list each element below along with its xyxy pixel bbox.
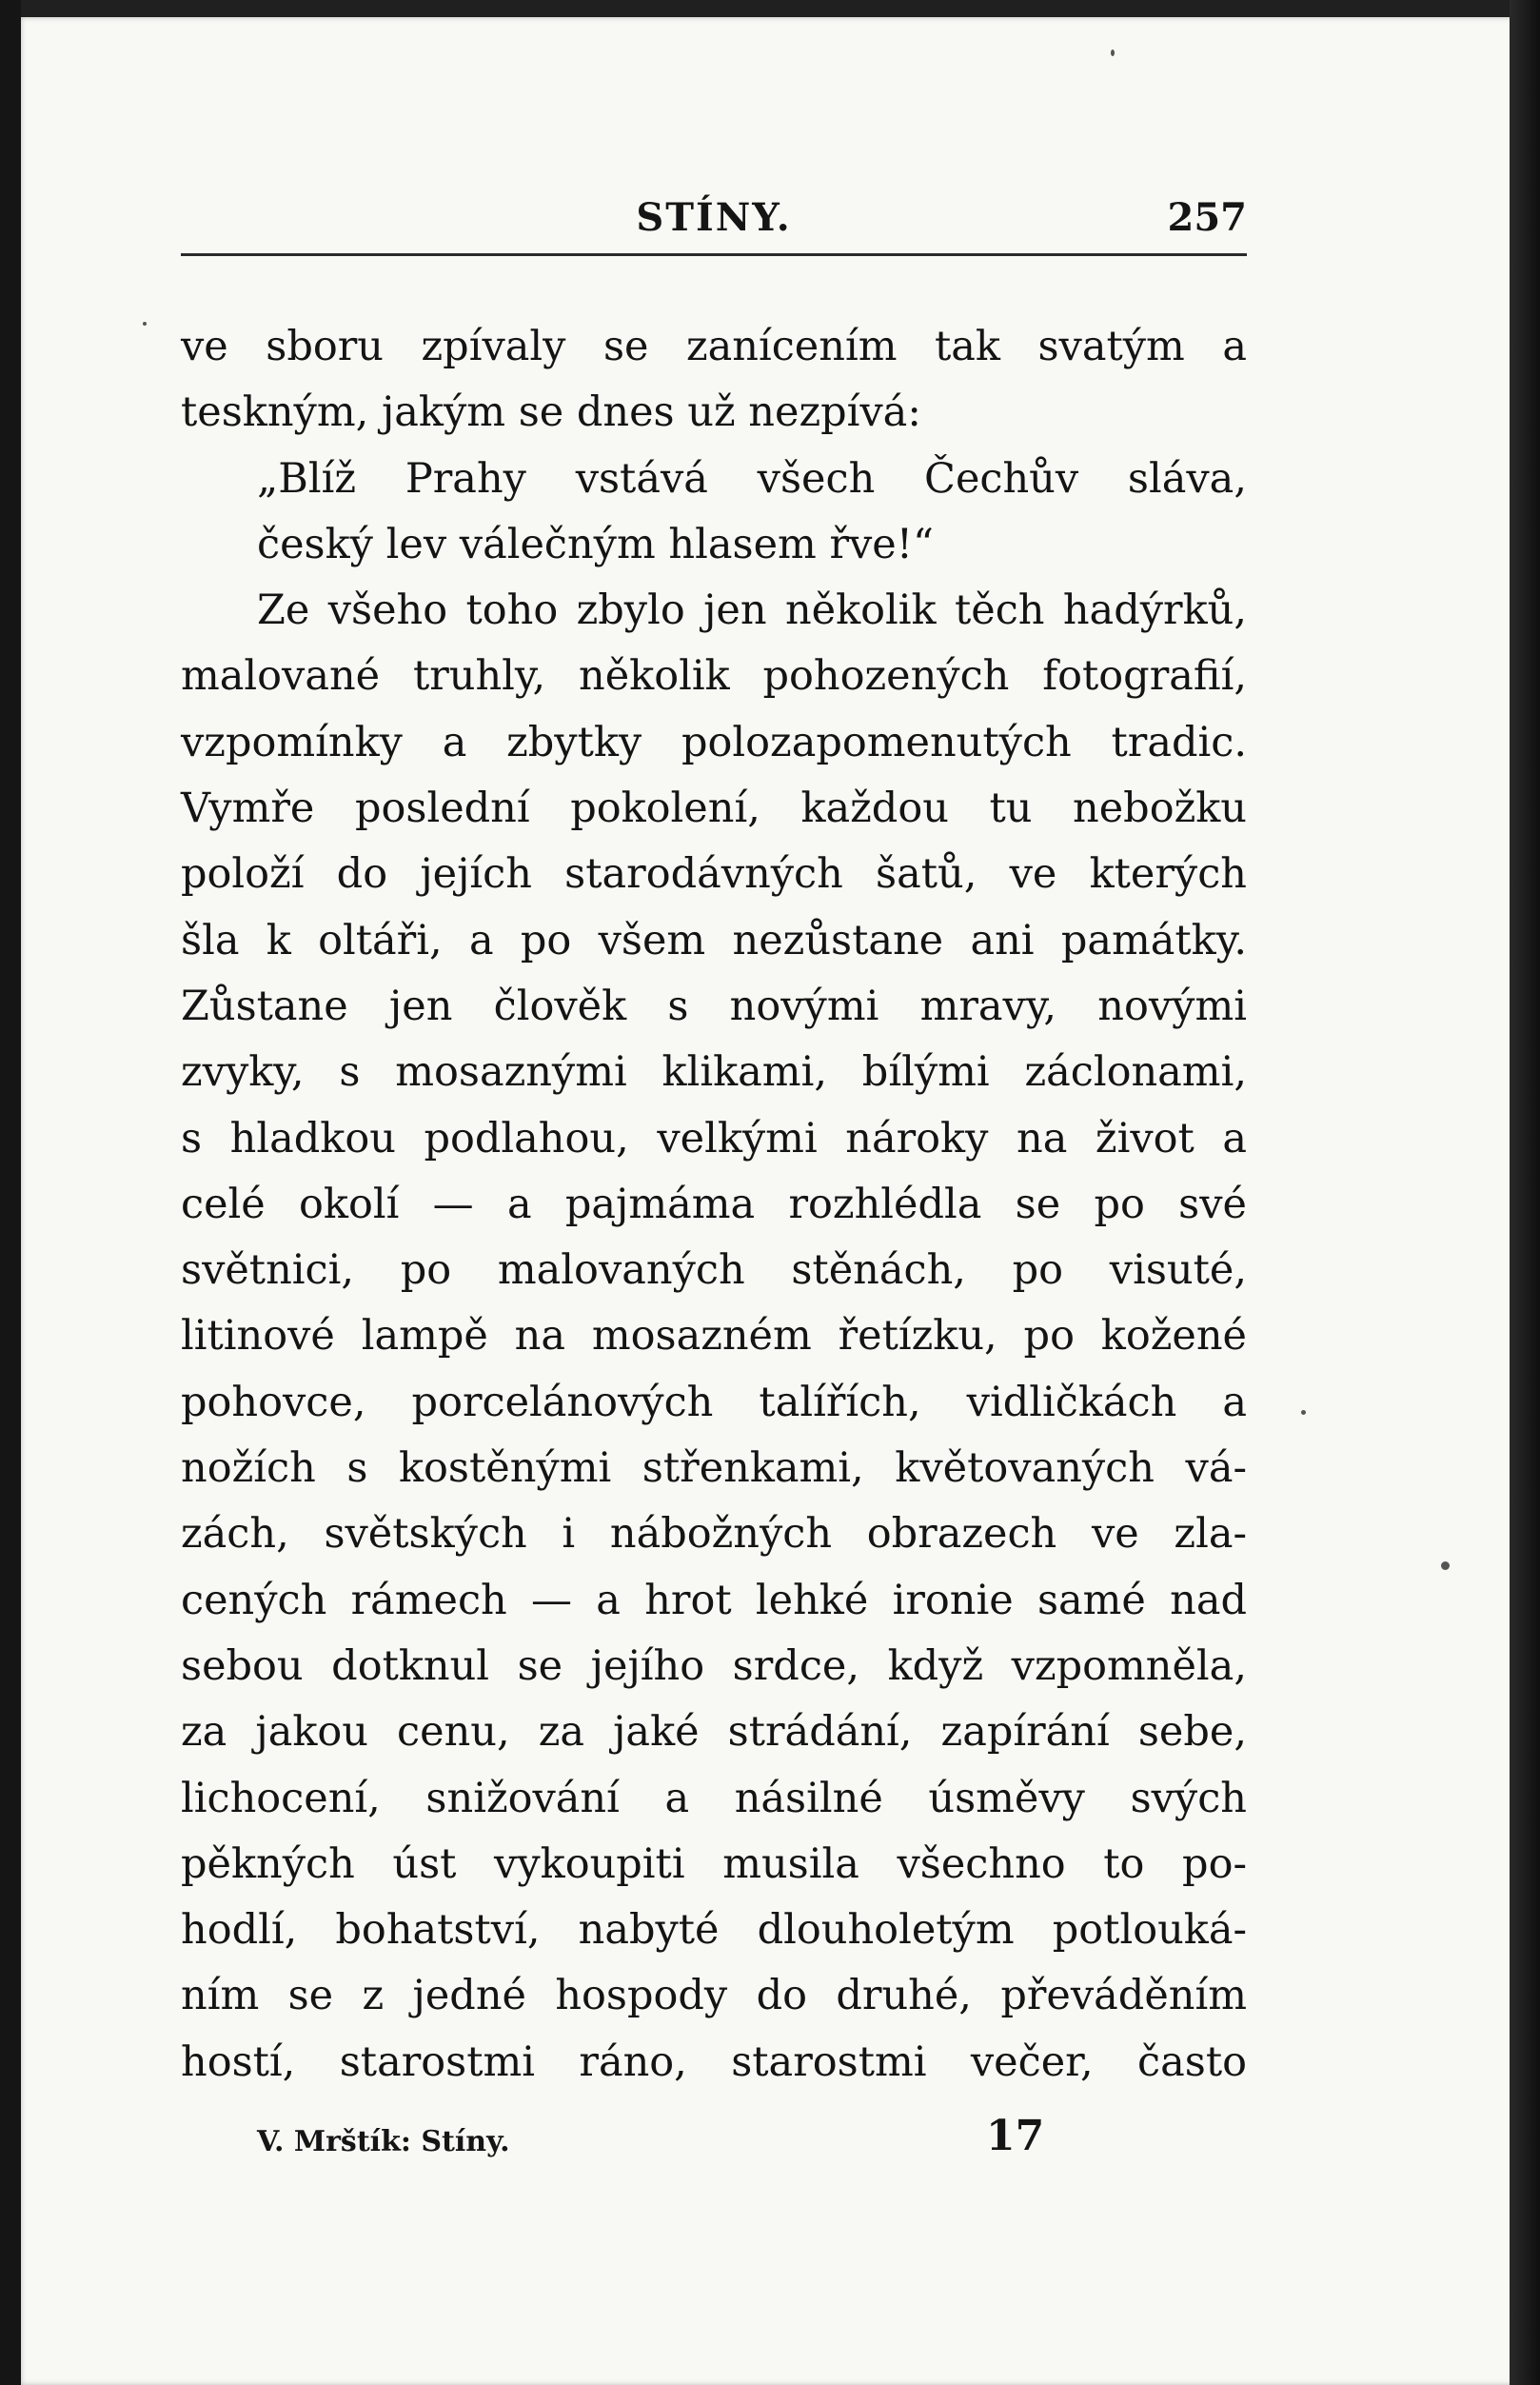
print-speck [1441, 1561, 1450, 1570]
body-text [181, 314, 1247, 2096]
text-line: celé okolí — a pajmáma rozhlédla se po své [181, 1180, 1247, 1228]
text-line: zvyky, s mosaznými klikami, bílými záclonami, [181, 1048, 1247, 1097]
page-header [181, 195, 1247, 243]
text-line: litinové lampě na mosazném řetízku, po kožené [181, 1312, 1247, 1361]
scan-left-edge [0, 0, 21, 2385]
text-line: cených rámech — a hrot lehké ironie samé nad [181, 1576, 1247, 1624]
footer-signature: V. Mrštík: Stíny. [257, 2125, 510, 2158]
quoted-verse-line: český lev válečným hlasem řve!“ [257, 520, 935, 568]
text-line: za jakou cenu, za jaké strádání, zapírání sebe, [181, 1708, 1247, 1757]
text-line: položí do jejích starodávných šatů, ve kterých [181, 850, 1247, 899]
header-rule [181, 253, 1247, 256]
text-line: malované truhly, několik pohozených fotografií, [181, 652, 1247, 701]
text-line: vzpomínky a zbytky polozapomenutých tradic. [181, 718, 1247, 766]
print-speck [1301, 1410, 1306, 1415]
text-line: zách, světských i nábožných obrazech ve zla- [181, 1510, 1247, 1559]
text-line: sebou dotknul se jejího srdce, když vzpomněla, [181, 1641, 1247, 1690]
text-line: pěkných úst vykoupiti musila všechno to po- [181, 1839, 1247, 1888]
scan-right-edge [1510, 0, 1540, 2385]
running-title: STÍNY. [636, 195, 792, 240]
text-line: lichocení, snižování a násilné úsměvy svých [181, 1774, 1247, 1822]
text-line: pohovce, porcelánových talířích, vidličkách a [181, 1378, 1247, 1426]
text-line: Ze všeho toho zbylo jen několik těch hadýrků, [257, 586, 1247, 635]
page-number: 257 [1167, 195, 1247, 240]
text-line: hodlí, bohatství, nabyté dlouholetým potlouká- [181, 1906, 1247, 1955]
text-line: Zůstane jen člověk s novými mravy, novými [181, 982, 1247, 1030]
text-line: hostí, starostmi ráno, starostmi večer, často [181, 2037, 1247, 2086]
text-line: ním se z jedné hospody do druhé, převáděním [181, 1972, 1247, 2020]
text-line: Vymře poslední pokolení, každou tu nebožku [181, 785, 1247, 833]
page-footer [257, 2112, 1047, 2169]
print-speck [1111, 50, 1115, 56]
text-line: s hladkou podlahou, velkými nároky na život a [181, 1114, 1247, 1163]
text-line: světnici, po malovaných stěnách, po visuté, [181, 1246, 1247, 1295]
text-line: teskným, jakým se dnes už nezpívá: [181, 388, 921, 437]
text-line: šla k oltáři, a po všem nezůstane ani památky. [181, 916, 1247, 964]
text-line: ve sboru zpívaly se zanícením tak svatým a [181, 323, 1247, 370]
quoted-verse-line: „Blíž Prahy vstává všech Čechův sláva, [257, 454, 1247, 503]
print-speck [143, 322, 147, 326]
sheet-number: 17 [986, 2112, 1045, 2160]
text-line: nožích s kostěnými střenkami, květovaných vá- [181, 1444, 1247, 1493]
